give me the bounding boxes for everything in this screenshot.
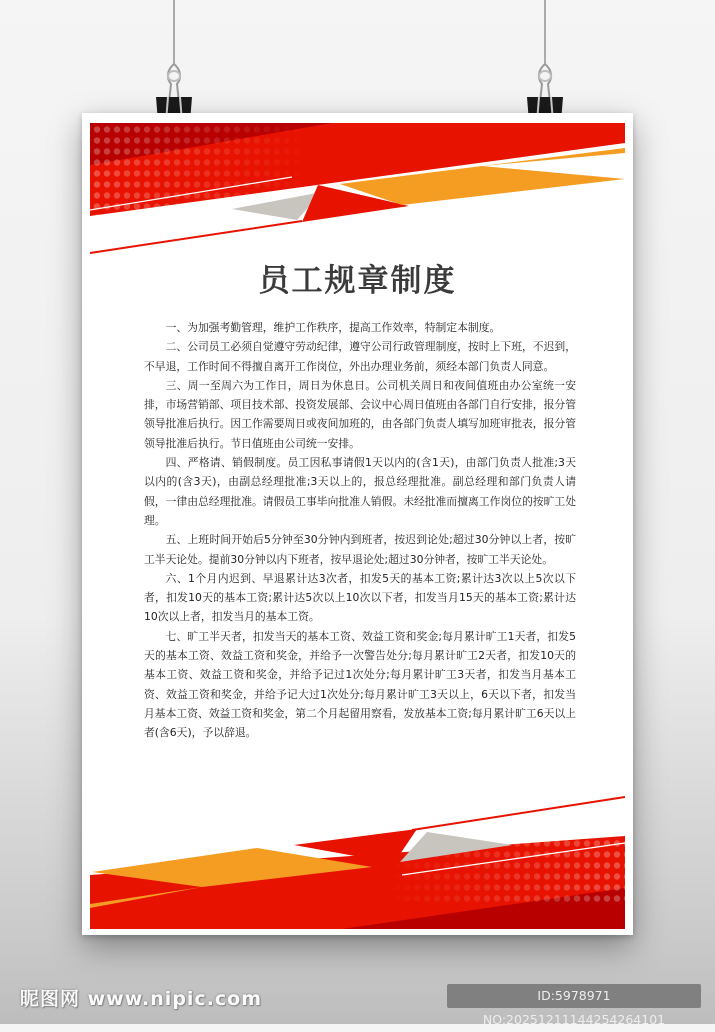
hanging-wire-right <box>544 0 546 65</box>
hanging-wire-left <box>173 0 175 65</box>
top-decoration <box>82 113 633 263</box>
watermark-id-badge: ID:5978971 NO:20251211144254264101 <box>447 984 701 1008</box>
poster <box>82 113 633 935</box>
rule-paragraph-1: 一、为加强考勤管理，维护工作秩序，提高工作效率，特制定本制度。 <box>165 321 501 334</box>
page-title: 员工规章制度 <box>258 263 457 299</box>
watermark-logo: 昵图网 www.nipic.com <box>20 988 263 1010</box>
rule-paragraph-2: 二、公司员工必须自觉遵守劳动纪律，遵守公司行政管理制度，按时上下班，不迟到，不早退，工作时间不得擅自离开工作岗位，外出办理业务前，须经本部门负责人同意。 <box>144 340 576 373</box>
rule-paragraph-4: 四、严格请、销假制度。员工因私事请假1天以内的(含1天)，由部门负责人批准;3天以内的(含3天)，由副总经理批准;3天以上的，报总经理批准。副总经理和部门负责人请假，一律由总经理批准。请假员工事毕向批准人销假。未经批准而擅离工作岗位的按旷工处理。 <box>144 456 576 527</box>
rule-paragraph-3: 三、周一至周六为工作日，周日为休息日。公司机关周日和夜间值班由办公室统一安排，市场营销部、项目技术部、投资发展部、会议中心周日值班由各部门自行安排，报分管领导批准后执行。因工作需要周日或夜间加班的，由各部门负责人填写加班审批表，报分管领导批准后执行。节日值班由公司统一安排。 <box>144 378 576 450</box>
bottom-decoration <box>82 783 633 935</box>
rule-paragraph-6: 六、1个月内迟到、早退累计达3次者，扣发5天的基本工资;累计达3次以上5次以下者，扣发10天的基本工资;累计达5次以上10次以下者，扣发当月15天的基本工资;累计达10次以上者，扣发当月的基本工资。 <box>144 571 576 624</box>
rule-paragraph-7: 七、旷工半天者，扣发当天的基本工资、效益工资和奖金;每月累计旷工1天者，扣发5天的基本工资、效益工资和奖金，并给予一次警告处分;每月累计旷工2天者，扣发10天的基本工资、效益工资和奖金，并给予记过1次处分;每月累计旷工3天者，扣发当月基本工资、效益工资和奖金，并给予记大过1次处分;每月累计旷工3天以上，6天以下者，扣发当月基本工资、效益工资和奖金，第二个月起留用察看，发放基本工资;每月累计旷工6天以上者(含6天)，予以辞退。 <box>144 629 576 740</box>
rules-body <box>144 318 576 743</box>
rule-paragraph-5: 五、上班时间开始后5分钟至30分钟内到班者，按迟到论处;超过30分钟以上者，按旷工半天论处。提前30分钟以内下班者，按早退论处;超过30分钟者，按旷工半天论处。 <box>144 533 576 566</box>
